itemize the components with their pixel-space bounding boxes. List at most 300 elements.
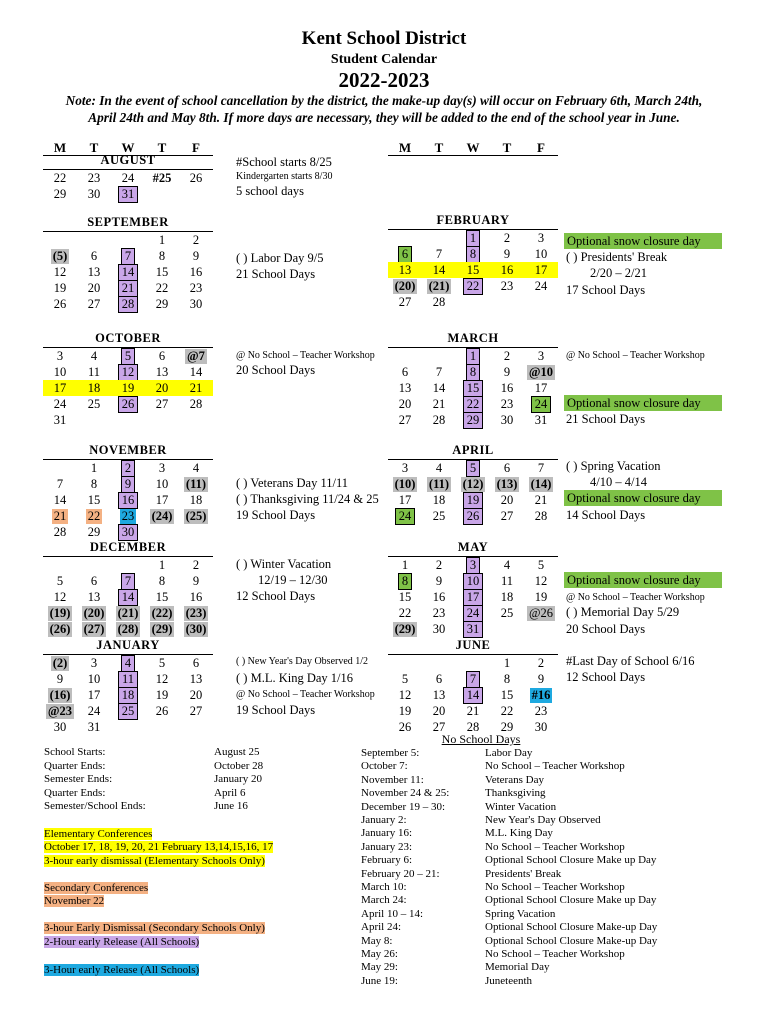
day-cell xyxy=(77,364,111,380)
day-cell xyxy=(43,248,77,264)
day-number: (30) xyxy=(185,622,207,636)
day-number: 6 xyxy=(435,672,443,686)
week-row xyxy=(43,348,213,364)
day-cell xyxy=(422,396,456,412)
day-number: 7 xyxy=(56,477,64,491)
day-cell xyxy=(422,412,456,428)
month-october: OCTOBER xyxy=(43,331,213,348)
day-number: 18 xyxy=(118,687,139,704)
day-cell xyxy=(388,573,422,589)
day-cell xyxy=(179,412,213,428)
day-number: 13 xyxy=(189,672,203,686)
day-number: 23 xyxy=(432,606,446,620)
day-number: 19 xyxy=(534,590,548,604)
legend-elem-conf xyxy=(44,828,152,842)
week-row xyxy=(43,621,213,637)
no-school-date: January 23: xyxy=(361,840,413,853)
week-row xyxy=(388,557,558,573)
day-number: 24 xyxy=(463,605,484,622)
day-number: 8 xyxy=(90,477,98,491)
day-number: 30 xyxy=(118,524,139,541)
day-cell xyxy=(43,476,77,492)
day-cell xyxy=(490,687,524,703)
day-number: 10 xyxy=(87,672,101,686)
day-number: 8 xyxy=(466,246,480,263)
no-school-reason: Winter Vacation xyxy=(485,800,557,813)
day-cell xyxy=(456,380,490,396)
day-number: 6 xyxy=(401,365,409,379)
day-cell xyxy=(145,719,179,735)
day-number: (14) xyxy=(530,477,552,491)
week-row xyxy=(388,605,558,621)
key-date-label: School Starts: xyxy=(44,746,106,758)
day-cell xyxy=(456,476,490,492)
day-number: 13 xyxy=(87,265,101,279)
day-number: 3 xyxy=(537,349,545,363)
day-cell xyxy=(43,460,77,476)
day-number: 12 xyxy=(53,265,67,279)
day-cell xyxy=(179,671,213,687)
no-school-reason: No School – Teacher Workshop xyxy=(485,948,625,960)
legend-two-hour-text: 2-Hour early Release (All Schools) xyxy=(44,936,200,948)
day-number: 7 xyxy=(466,671,480,688)
day-cell xyxy=(111,557,145,573)
day-cell xyxy=(524,557,558,573)
day-cell xyxy=(43,557,77,573)
day-number: 12 xyxy=(534,574,548,588)
week-row xyxy=(388,380,558,396)
no-school-date: February 20 – 21: xyxy=(361,867,440,880)
week-row xyxy=(43,412,213,428)
day-cell xyxy=(179,687,213,703)
day-cell xyxy=(388,492,422,508)
day-number: 19 xyxy=(53,281,67,295)
day-cell xyxy=(179,719,213,735)
day-cell xyxy=(490,476,524,492)
no-school-date: November 11: xyxy=(361,773,424,786)
week-row xyxy=(43,719,213,735)
day-cell xyxy=(422,476,456,492)
note-line-2: April 24th and May 8th. If more days are necessary, they will be added to the end of the school year in June. xyxy=(88,110,680,125)
day-number: (12) xyxy=(462,477,484,491)
day-cell xyxy=(43,232,77,248)
day-number: 3 xyxy=(466,557,480,574)
day-cell xyxy=(111,264,145,280)
day-cell xyxy=(490,508,524,524)
week-row xyxy=(43,248,213,264)
week-row xyxy=(388,294,558,310)
day-number: 12 xyxy=(398,688,412,702)
day-number: 19 xyxy=(121,381,135,395)
key-date-label: Semester/School Ends: xyxy=(44,800,146,812)
day-number: (29) xyxy=(394,622,416,636)
day-cell xyxy=(422,557,456,573)
mar-snow-day: Optional snow closure day xyxy=(564,395,722,411)
week-row xyxy=(388,278,558,294)
day-number: (21) xyxy=(428,279,450,293)
day-cell xyxy=(422,508,456,524)
key-date-value: August 25 xyxy=(214,746,260,758)
day-number: 16 xyxy=(432,590,446,604)
day-cell xyxy=(179,476,213,492)
day-cell xyxy=(524,294,558,310)
no-school-reason: No School – Teacher Workshop xyxy=(485,881,625,893)
week-row xyxy=(388,655,558,671)
note-oct-workshop: @ No School – Teacher Workshop xyxy=(236,350,375,361)
week-row xyxy=(388,230,558,246)
week-row xyxy=(43,364,213,380)
key-date-value: October 28 xyxy=(214,759,264,772)
day-cell xyxy=(456,703,490,719)
day-cell xyxy=(111,412,145,428)
day-number: 14 xyxy=(189,365,203,379)
month-june: JUNE xyxy=(388,638,558,655)
day-cell xyxy=(77,655,111,671)
day-cell xyxy=(145,460,179,476)
day-cell xyxy=(456,348,490,364)
day-cell xyxy=(524,396,558,412)
day-number: 30 xyxy=(500,413,514,427)
day-cell xyxy=(145,296,179,312)
month-august: AUGUST xyxy=(43,153,213,170)
day-number: 24 xyxy=(531,396,552,413)
day-cell xyxy=(524,476,558,492)
day-cell xyxy=(111,524,145,540)
day-number: 3 xyxy=(56,349,64,363)
day-number: 30 xyxy=(87,187,101,201)
day-number: 6 xyxy=(158,349,166,363)
day-number: 30 xyxy=(53,720,67,734)
note-line-1: Note: In the event of school cancellation by the district, the make-up day(s) will occur on February 6th, March 24th, xyxy=(65,93,703,108)
day-cell xyxy=(43,348,77,364)
no-school-date: April 10 – 14: xyxy=(361,907,424,920)
day-cell xyxy=(490,460,524,476)
note-dec-days: 12 School Days xyxy=(236,589,316,603)
day-cell xyxy=(77,508,111,524)
day-number: 12 xyxy=(155,672,169,686)
day-cell xyxy=(524,703,558,719)
day-number: 28 xyxy=(534,509,548,523)
day-cell xyxy=(422,671,456,687)
legend-sec-conf-text: Secondary Conferences xyxy=(44,882,149,894)
day-number: 30 xyxy=(432,622,446,636)
day-number: 26 xyxy=(189,171,203,185)
day-cell xyxy=(422,621,456,637)
day-cell xyxy=(490,573,524,589)
day-cell xyxy=(524,687,558,703)
day-number: 1 xyxy=(503,656,511,670)
day-cell xyxy=(524,573,558,589)
note-school-starts: #School starts 8/25 xyxy=(236,155,332,169)
day-number: 24 xyxy=(534,279,548,293)
note-thanksgiving: ( ) Thanksgiving 11/24 & 25 xyxy=(236,492,379,506)
day-number: 23 xyxy=(500,279,514,293)
day-cell xyxy=(179,492,213,508)
day-cell xyxy=(145,524,179,540)
day-cell xyxy=(77,248,111,264)
day-number: 15 xyxy=(398,590,412,604)
day-number: (25) xyxy=(185,509,207,523)
legend-elem-dates xyxy=(44,841,273,855)
day-number: 13 xyxy=(87,590,101,604)
day-number: 7 xyxy=(435,365,443,379)
day-cell xyxy=(179,248,213,264)
day-number: 16 xyxy=(189,590,203,604)
feb-snow-day: Optional snow closure day xyxy=(564,233,722,249)
note-apr-days: 14 School Days xyxy=(566,508,646,522)
week-row xyxy=(43,671,213,687)
week-row xyxy=(388,412,558,428)
day-cell xyxy=(456,294,490,310)
day-number: 25 xyxy=(432,509,446,523)
note-mar-workshop: @ No School – Teacher Workshop xyxy=(566,350,705,361)
day-number: 17 xyxy=(398,493,412,507)
note-presidents-dates: 2/20 – 2/21 xyxy=(590,266,647,280)
day-number: 20 xyxy=(500,493,514,507)
day-cell xyxy=(111,232,145,248)
day-number: 7 xyxy=(537,461,545,475)
legend-elem-early-text: 3-hour early dismissal (Elementary Schools Only) xyxy=(44,855,265,867)
day-number: 21 xyxy=(118,280,139,297)
day-number: 22 xyxy=(463,278,484,295)
note-labor-day: ( ) Labor Day 9/5 xyxy=(236,251,324,265)
day-number: 14 xyxy=(432,381,446,395)
day-number: 13 xyxy=(155,365,169,379)
month-november: NOVEMBER xyxy=(43,443,213,460)
day-number: 31 xyxy=(534,413,548,427)
day-number: 6 xyxy=(398,246,412,263)
day-cell xyxy=(456,605,490,621)
legend-elem-dates-text: October 17, 18, 19, 20, 21 February 13,14,15,16, 17 xyxy=(44,841,274,853)
day-number: @26 xyxy=(528,606,553,620)
apr-snow-day: Optional snow closure day xyxy=(564,490,722,506)
day-number: 26 xyxy=(463,508,484,525)
week-row xyxy=(43,508,213,524)
day-cell xyxy=(524,380,558,396)
legend-elem-conf-text: Elementary Conferences xyxy=(44,828,153,840)
day-number: 14 xyxy=(432,263,446,277)
day-cell xyxy=(145,186,179,202)
day-cell xyxy=(490,671,524,687)
day-number: (26) xyxy=(49,622,71,636)
day-number: 25 xyxy=(87,397,101,411)
week-row xyxy=(43,605,213,621)
day-cell xyxy=(145,380,179,396)
day-cell xyxy=(524,655,558,671)
day-cell xyxy=(77,186,111,202)
day-number: 11 xyxy=(87,365,101,379)
day-cell xyxy=(145,348,179,364)
day-number: 28 xyxy=(432,413,446,427)
day-cell xyxy=(490,230,524,246)
no-school-reason: Veterans Day xyxy=(485,773,544,786)
day-number: 27 xyxy=(155,397,169,411)
no-school-date: December 19 – 30: xyxy=(361,800,445,813)
day-number: 27 xyxy=(189,704,203,718)
day-cell xyxy=(456,262,490,278)
day-number: 22 xyxy=(500,704,514,718)
day-number: 15 xyxy=(155,265,169,279)
note-jan-workshop: @ No School – Teacher Workshop xyxy=(236,689,375,700)
key-date-label: Quarter Ends: xyxy=(44,759,106,772)
day-number: 24 xyxy=(395,508,416,525)
note-mlk: ( ) M.L. King Day 1/16 xyxy=(236,671,353,685)
day-cell xyxy=(179,655,213,671)
day-cell xyxy=(111,396,145,412)
key-date-value: April 6 xyxy=(214,786,246,799)
week-row xyxy=(43,460,213,476)
day-cell xyxy=(422,655,456,671)
day-cell xyxy=(422,703,456,719)
week-row xyxy=(43,524,213,540)
day-number: 31 xyxy=(53,413,67,427)
day-cell xyxy=(77,492,111,508)
day-number: 22 xyxy=(155,281,169,295)
weekday-label: T xyxy=(434,140,444,155)
day-number: 31 xyxy=(118,186,139,203)
day-cell xyxy=(179,348,213,364)
day-number: 21 xyxy=(466,704,480,718)
day-number: 9 xyxy=(537,672,545,686)
no-school-date: May 26: xyxy=(361,948,398,960)
day-number: 11 xyxy=(500,574,514,588)
day-number: 22 xyxy=(87,509,101,523)
day-cell xyxy=(490,589,524,605)
day-cell xyxy=(524,492,558,508)
legend-three-hour xyxy=(44,964,199,978)
day-cell xyxy=(524,278,558,294)
day-number: 9 xyxy=(192,249,200,263)
weekday-label: M xyxy=(53,140,67,155)
day-number: 23 xyxy=(121,509,135,523)
weekday-label: W xyxy=(466,140,480,155)
week-row xyxy=(388,589,558,605)
day-number: 15 xyxy=(466,263,480,277)
day-number: (5) xyxy=(52,249,68,263)
note-jun-days: 12 School Days xyxy=(566,670,646,684)
day-cell xyxy=(43,605,77,621)
day-cell xyxy=(111,170,145,186)
day-cell xyxy=(422,364,456,380)
day-cell xyxy=(111,605,145,621)
day-number: 17 xyxy=(534,381,548,395)
day-number: 6 xyxy=(192,656,200,670)
day-cell xyxy=(43,621,77,637)
day-cell xyxy=(456,589,490,605)
day-number: 5 xyxy=(466,460,480,477)
day-number: 17 xyxy=(534,263,548,277)
day-number: 27 xyxy=(432,720,446,734)
day-cell xyxy=(43,296,77,312)
day-cell xyxy=(490,621,524,637)
day-cell xyxy=(422,573,456,589)
day-cell xyxy=(179,460,213,476)
day-cell xyxy=(456,557,490,573)
day-cell xyxy=(43,589,77,605)
day-number: 28 xyxy=(432,295,446,309)
week-row xyxy=(43,476,213,492)
day-cell xyxy=(456,573,490,589)
day-number: 18 xyxy=(432,493,446,507)
week-row xyxy=(43,186,213,202)
day-number: 17 xyxy=(53,381,67,395)
day-cell xyxy=(145,248,179,264)
day-cell xyxy=(422,348,456,364)
day-cell xyxy=(111,476,145,492)
day-number: 21 xyxy=(53,509,67,523)
day-cell xyxy=(388,557,422,573)
day-cell xyxy=(422,460,456,476)
no-school-date: September 5: xyxy=(361,747,420,759)
day-number: 23 xyxy=(87,171,101,185)
day-cell xyxy=(111,655,145,671)
day-cell xyxy=(43,703,77,719)
day-number: 4 xyxy=(435,461,443,475)
day-number: 23 xyxy=(500,397,514,411)
day-number: 16 xyxy=(118,492,139,509)
day-cell xyxy=(490,278,524,294)
day-number: 24 xyxy=(53,397,67,411)
day-number: 16 xyxy=(189,265,203,279)
day-cell xyxy=(422,380,456,396)
day-number: 28 xyxy=(53,525,67,539)
day-number: 24 xyxy=(121,171,135,185)
day-number: (10) xyxy=(394,477,416,491)
day-cell xyxy=(77,460,111,476)
day-number: 15 xyxy=(500,688,514,702)
note-jan-days: 19 School Days xyxy=(236,703,316,717)
day-cell xyxy=(524,348,558,364)
day-number: #16 xyxy=(531,688,551,702)
day-cell xyxy=(145,170,179,186)
day-cell xyxy=(111,460,145,476)
day-cell xyxy=(388,396,422,412)
day-cell xyxy=(43,655,77,671)
day-number: 5 xyxy=(158,656,166,670)
day-cell xyxy=(422,492,456,508)
day-cell xyxy=(111,248,145,264)
day-cell xyxy=(43,186,77,202)
no-school-title: No School Days xyxy=(441,732,521,746)
day-number: (21) xyxy=(117,606,139,620)
day-number: 11 xyxy=(118,671,138,688)
day-cell xyxy=(179,264,213,280)
day-cell xyxy=(145,412,179,428)
day-number: 9 xyxy=(503,247,511,261)
weekday-label: T xyxy=(157,140,167,155)
day-cell xyxy=(145,492,179,508)
day-cell xyxy=(77,573,111,589)
no-school-reason: M.L. King Day xyxy=(485,827,553,840)
day-cell xyxy=(179,621,213,637)
day-cell xyxy=(456,492,490,508)
day-cell xyxy=(179,280,213,296)
day-number: 2 xyxy=(537,656,545,670)
no-school-date: March 24: xyxy=(361,894,407,907)
day-number: 5 xyxy=(401,672,409,686)
day-number: 21 xyxy=(189,381,203,395)
day-cell xyxy=(524,262,558,278)
week-row xyxy=(388,703,558,719)
day-number: 2 xyxy=(192,558,200,572)
day-cell xyxy=(179,364,213,380)
day-cell xyxy=(524,621,558,637)
day-number: (13) xyxy=(496,477,518,491)
day-number: 2 xyxy=(435,558,443,572)
day-cell xyxy=(111,186,145,202)
day-cell xyxy=(145,508,179,524)
day-number: 27 xyxy=(87,297,101,311)
